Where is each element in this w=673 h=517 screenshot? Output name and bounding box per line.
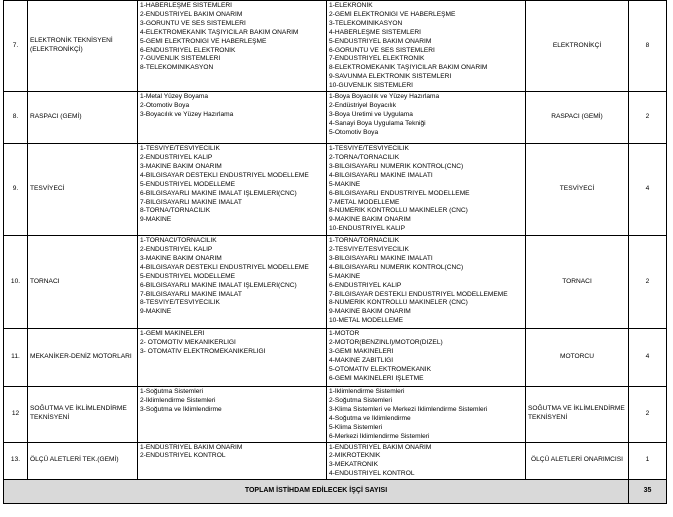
list-item: 1-TORNACI/TORNACILIK: [140, 237, 217, 245]
list-item: 1-GEMİ MAKİNELERİ: [140, 330, 205, 338]
list-item: 4-BİLGİSAYAR DESTEKLİ ENDÜSTRİYEL MODELLEME: [140, 263, 309, 271]
list-item: 5-Otomotiv Boya: [329, 128, 379, 136]
list-item: 4-BİLGİSAYAR DESTEKLİ ENDÜSTRİYEL MODELLEME: [140, 171, 309, 179]
list-item: 4-HABERLEŞME SİSTEMLERİ: [329, 28, 421, 36]
row-number: 7.: [4, 1, 28, 92]
total-label: TOPLAM İSTİHDAM EDİLECEK İŞÇİ SAYISI: [4, 480, 629, 504]
list-item: 4-Sanayi Boya Uygulama Tekniği: [329, 119, 426, 127]
related-fields-list: [138, 329, 327, 387]
list-item: 10-GÜVENLİK SİSTEMLERİ: [329, 82, 413, 90]
list-item: 1-HABERLEŞME SİSTEMLERİ: [140, 2, 232, 9]
related-branches-list: [327, 329, 526, 387]
list-item: 2-Soğutma Sistemleri: [329, 396, 393, 404]
list-item: 4-ELEKTROMEKANİK TAŞIYICILAR BAKIM ONARIM: [140, 28, 299, 36]
list-item: 2- OTOMOTİV MEKANİKERLİĞİ: [140, 338, 236, 346]
list-item: 2-ENDÜSTRİYEL KALIP: [140, 153, 213, 161]
list-item: 3-Soğutma ve İklimlendirme: [140, 405, 222, 413]
list-item: 3-BİLGİSAYARLI NÜMERİK KONTROL(CNC): [329, 162, 464, 170]
list-item: 1-ENDÜSTRİYEL BAKIM ONARIM: [140, 443, 243, 451]
list-item: 3-Boyacılık ve Yüzey Hazırlama: [140, 110, 234, 118]
list-item: 2-ENDÜSTRİYEL KONTROL: [140, 452, 226, 460]
list-item: 1-ENDÜSTRİYEL BAKIM ONARIM: [329, 443, 432, 451]
list-item: 6-ENDÜSTRİYEL KALIP: [329, 281, 402, 289]
related-branches-list: [327, 92, 526, 144]
list-item: 7-METAL MODELLEME: [329, 198, 400, 206]
list-item: 7-BİLGİSAYARLI MAKİNE İMALAT: [140, 198, 242, 206]
related-fields-list: [138, 1, 327, 92]
list-item: 9-MAKİNE BAKIM ONARIM: [329, 308, 411, 316]
list-item: 2-MOTOR(BENZİNLİ)/MOTOR(DİZEL): [329, 338, 443, 346]
list-item: 5-ENDÜSTRİYEL BAKIM ONARIM: [329, 37, 432, 45]
list-item: 10-METAL MODELLEME: [329, 317, 404, 325]
row-number: 13.: [4, 442, 28, 480]
list-item: 8-TELEKOMİNİKASYON: [140, 64, 214, 72]
list-item: 1-ELEKRONİK: [329, 2, 373, 9]
list-item: 6-BİLGİSAYARLI MAKİNE İMALAT İŞLEMLERİ(CNC): [140, 189, 297, 197]
list-item: 2-TORNA/TORNACILIK: [329, 153, 400, 161]
list-item: 5-ENDÜSTRİYEL MODELLEME: [140, 180, 236, 188]
list-item: 1-İklimlendirme Sistemleri: [329, 388, 405, 396]
list-item: 7-BİLGİSAYAR DESTEKLİ ENDÜSTRİYEL MODELLEMEME: [329, 290, 508, 298]
occupation-name: ELEKTRONİK TEKNİSYENİ (ELEKTRONİKÇİ): [28, 1, 138, 92]
table-body: [4, 1, 667, 504]
list-item: 1-MOTOR: [329, 330, 360, 338]
list-item: 5-OTOMATİV ELEKTROMEKANİK: [329, 365, 431, 373]
list-item: 4-Soğutma ve İklimlendirme: [329, 414, 411, 422]
list-item: 6-BİLGİSAYARLI ENDÜSTRİYEL MODELLEME: [329, 189, 470, 197]
list-item: 3-Boya Üretimi ve Uygulama: [329, 110, 413, 118]
job-title: SOĞUTMA VE İKLİMLENDİRME TEKNİSYENİ: [526, 387, 629, 442]
list-item: 7-GÜVENLİK SİSTEMLERİ: [140, 55, 221, 63]
job-title: ELEKTRONİKÇİ: [526, 1, 629, 92]
worker-count: 1: [629, 442, 667, 480]
occupation-name: MEKANİKER-DENİZ MOTORLARI: [28, 329, 138, 387]
job-title: TORNACI: [526, 236, 629, 329]
list-item: 9-SAVUNMA ELEKTRONİK SİSTEMLERİ: [329, 73, 452, 81]
worker-count: 4: [629, 144, 667, 236]
worker-count: 2: [629, 236, 667, 329]
related-fields-list: [138, 442, 327, 480]
table-row: [4, 92, 667, 144]
list-item: 1-Boya Boyacılık ve Yüzey Hazırlama: [329, 93, 440, 101]
occupation-name: TORNACI: [28, 236, 138, 329]
row-number: 9.: [4, 144, 28, 236]
list-item: 8-ELEKTROMEKANİK TAŞIYICILAR BAKIM ONARIM: [329, 64, 488, 72]
table-row: [4, 329, 667, 387]
job-title: MOTORCU: [526, 329, 629, 387]
list-item: 2-ENDÜSTRİYEL KALIP: [140, 245, 213, 253]
worker-count: 8: [629, 1, 667, 92]
list-item: 1-Metal Yüzey Boyama: [140, 93, 209, 101]
related-branches-list: [327, 144, 526, 236]
list-item: 4-ENDÜSTRİYEL KONTROL: [329, 470, 415, 478]
list-item: 2-Endüstriyel Boyacılık: [329, 101, 397, 109]
related-fields-list: [138, 144, 327, 236]
related-fields-list: [138, 236, 327, 329]
occupation-name: SOĞUTMA VE İKLİMLENDİRME TEKNİSYENİ: [28, 387, 138, 442]
row-number: 10.: [4, 236, 28, 329]
list-item: 8-TESVİYE/TESVİYECİLİK: [140, 299, 220, 307]
total-value: 35: [629, 480, 667, 504]
list-item: 1-Soğutma Sistemleri: [140, 388, 204, 396]
list-item: 9-MAKİNE: [140, 308, 172, 316]
list-item: 1-TESVİYE/TESVİYECİLİK: [140, 145, 220, 153]
worker-count: 4: [629, 329, 667, 387]
row-number: 11.: [4, 329, 28, 387]
list-item: 3-MEKATRONİK: [329, 461, 378, 469]
list-item: 6-BİLGİSAYARLI MAKİNE İMALAT İŞLEMLERİ(CNC): [140, 281, 297, 289]
list-item: 7-ENDÜSTRİYEL ELEKTRONİK: [329, 55, 425, 63]
list-item: 2-TESVİYE/TESVİYECİLİK: [329, 245, 409, 253]
list-item: 1-TORNA/TORNACILIK: [329, 237, 400, 245]
list-item: 2-İklimlendirme Sistemleri: [140, 396, 216, 404]
table-row: [4, 442, 667, 480]
list-item: 8-NÜMERİK KONTROLLÜ MAKİNELER (CNC): [329, 207, 468, 215]
list-item: 3-GÖRÜNTÜ VE SES SİSTEMLERİ: [140, 19, 246, 27]
list-item: 4-BİLGİSAYARLI MAKİNE İMALATI: [329, 171, 433, 179]
list-item: 3- OTOMATİV ELEKTROMEKANİKERLİĞİ: [140, 347, 266, 355]
job-title: RASPACI (GEMİ): [526, 92, 629, 144]
worker-count: 2: [629, 387, 667, 442]
list-item: 9-MAKİNE BAKIM ONARIM: [329, 216, 411, 224]
list-item: 3-GEMİ MAKİNELERİ: [329, 347, 394, 355]
related-branches-list: [327, 1, 526, 92]
list-item: 8-NÜMERİK KONTROLLÜ MAKİNELER (CNC): [329, 299, 468, 307]
table-row: [4, 1, 667, 92]
list-item: 3-BİLGİSAYARLI MAKİNE İMALATI: [329, 254, 433, 262]
list-item: 3-TELEKOMİNİKASYON: [329, 19, 403, 27]
list-item: 7-BİLGİSAYARLI MAKİNE İMALAT: [140, 290, 242, 298]
list-item: 5-Klima Sistemleri: [329, 423, 383, 431]
employment-table: [3, 0, 667, 504]
occupation-name: ÖLÇÜ ALETLERİ TEK.(GEMİ): [28, 442, 138, 480]
list-item: 5-MAKİNE: [329, 180, 361, 188]
list-item: 3-MAKİNE BAKIM ONARIM: [140, 254, 222, 262]
occupation-name: RASPACI (GEMİ): [28, 92, 138, 144]
related-branches-list: [327, 236, 526, 329]
list-item: 2-MİKROTEKNİK: [329, 452, 381, 460]
list-item: 6-GÖRÜNTÜ VE SES SİSTEMLERİ: [329, 46, 435, 54]
table-row: [4, 236, 667, 329]
list-item: 6-ENDÜSTRİYEL ELEKTRONİK: [140, 46, 236, 54]
row-number: 12: [4, 387, 28, 442]
list-item: 8-TORNA/TORNACILIK: [140, 207, 211, 215]
related-fields-list: [138, 92, 327, 144]
list-item: 5-MAKİNE: [329, 272, 361, 280]
job-title: TESVİYECİ: [526, 144, 629, 236]
total-row: [4, 480, 667, 504]
list-item: 6-GEMİ MAKİNELERİ İŞLETME: [329, 374, 424, 382]
list-item: 9-MAKİNE: [140, 216, 172, 224]
list-item: 2-ENDÜSTRİYEL BAKIM ONARIM: [140, 10, 243, 18]
job-title: ÖLÇÜ ALETLERİ ONARIMCISI: [526, 442, 629, 480]
list-item: 5-ENDÜSTRİYEL MODELLEME: [140, 272, 236, 280]
row-number: 8.: [4, 92, 28, 144]
worker-count: 2: [629, 92, 667, 144]
table-row: [4, 387, 667, 442]
list-item: 1-TESVİYE/TESVİYECİLİK: [329, 145, 409, 153]
table-row: [4, 144, 667, 236]
related-fields-list: [138, 387, 327, 442]
list-item: 2-GEMİ ELEKTRONİĞİ VE HABERLEŞME: [329, 10, 456, 18]
related-branches-list: [327, 387, 526, 442]
list-item: 5-GEMİ ELEKTRONİĞİ VE HABERLEŞME: [140, 37, 267, 45]
list-item: 4-MAKİNE ZABİTLİĞİ: [329, 356, 394, 364]
list-item: 4-BİLGİSAYARLI NÜMERİK KONTROL(CNC): [329, 263, 464, 271]
list-item: 10-ENDÜSTRİYEL KALIP: [329, 225, 405, 233]
list-item: 3-MAKİNE BAKIM ONARIM: [140, 162, 222, 170]
list-item: 2-Otomotiv Boya: [140, 101, 190, 109]
related-branches-list: [327, 442, 526, 480]
occupation-name: TESVİYECİ: [28, 144, 138, 236]
list-item: 3-Klima Sistemleri ve Merkezi İklimlendirme Sistemleri: [329, 405, 488, 413]
list-item: 6-Merkezi İklimlendirme Sistemleri: [329, 432, 430, 440]
